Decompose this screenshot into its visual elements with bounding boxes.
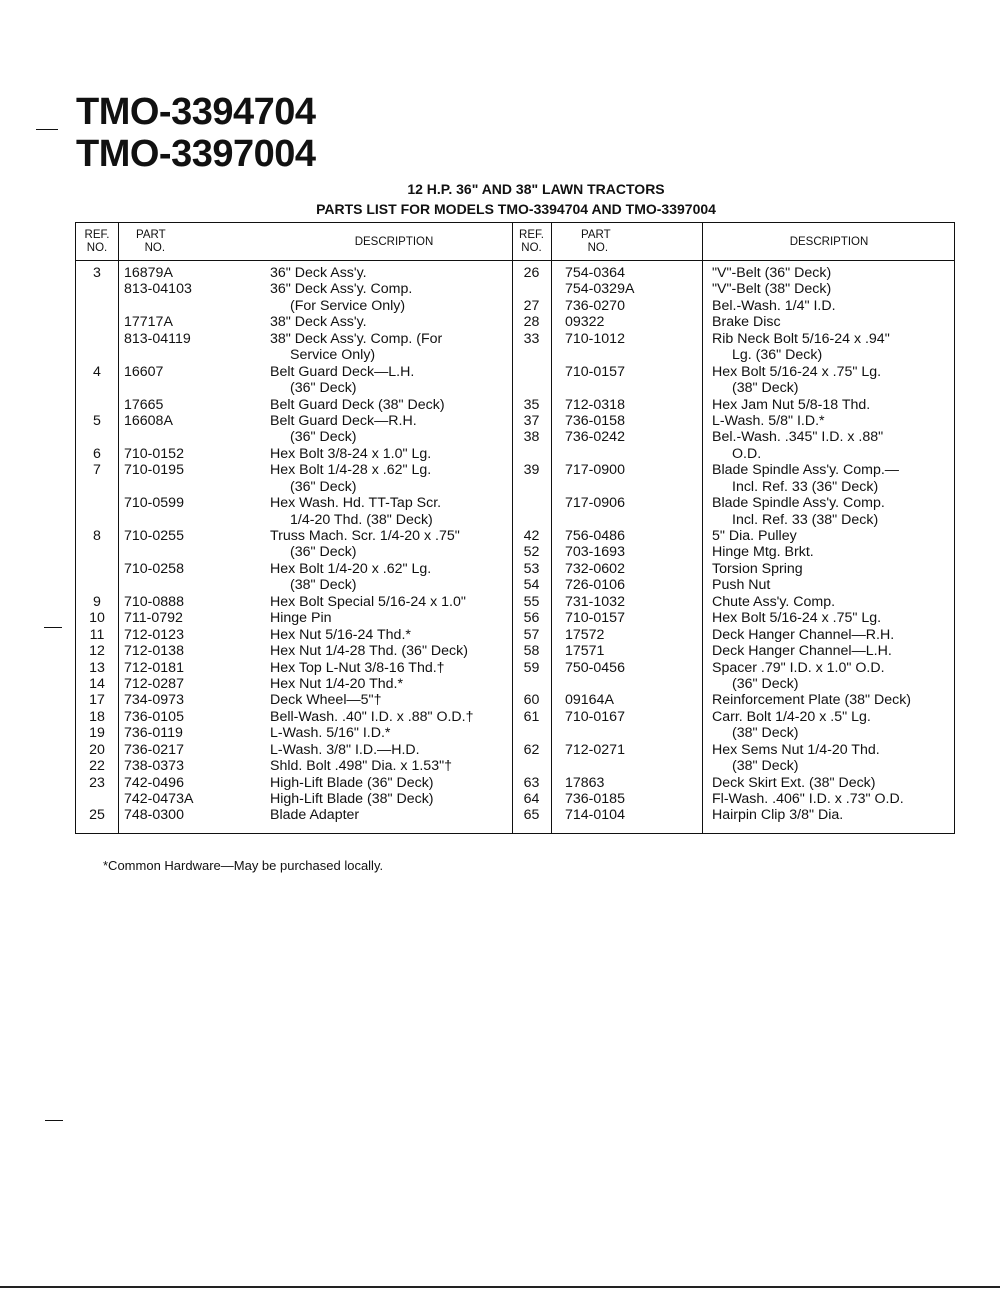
part-description: 38" Deck Ass'y. — [270, 314, 367, 331]
part-description: Torsion Spring — [712, 560, 803, 577]
header-part-left — [136, 225, 216, 259]
ref-no: 59 — [523, 659, 540, 676]
part-description: Carr. Bolt 1/4-20 x .5" Lg. — [712, 708, 871, 725]
table-row — [512, 709, 956, 725]
part-description: Deck Skirt Ext. (38" Deck) — [712, 774, 876, 791]
table-row — [512, 281, 956, 297]
table-row — [76, 462, 512, 478]
part-description: 36" Deck Ass'y. — [270, 265, 367, 281]
ref-no: 64 — [523, 791, 540, 807]
part-description: Hex Bolt 5/16-24 x .75" Lg. — [712, 610, 882, 627]
model-title-1: TMO-3394704 — [76, 91, 316, 133]
table-row — [512, 627, 956, 643]
table-row — [512, 775, 956, 791]
ref-no: 12 — [89, 643, 105, 660]
table-row — [512, 643, 956, 659]
part-description: Reinforcement Plate (38" Deck) — [712, 692, 912, 709]
part-description: (36" Deck) — [290, 544, 357, 561]
part-description: Hex Wash. Hd. TT-Tap Scr. — [270, 495, 442, 512]
part-description: Deck Wheel—5"† — [270, 692, 382, 709]
ref-no: 14 — [89, 675, 105, 692]
ref-no: 58 — [523, 643, 540, 660]
part-no: 710-1012 — [565, 330, 625, 347]
table-row — [76, 577, 512, 593]
part-description: Deck Hanger Channel—R.H. — [712, 626, 895, 643]
part-description: L-Wash. 5/16" I.D.* — [270, 725, 391, 742]
table-row — [76, 627, 512, 643]
ref-no: 8 — [93, 528, 101, 544]
table-row — [512, 429, 956, 445]
table-row — [76, 610, 512, 626]
table-row — [512, 544, 956, 560]
part-description: Hex Top L-Nut 3/8-16 Thd.† — [270, 659, 445, 676]
part-no: 742-0473A — [124, 791, 194, 807]
ref-no: 54 — [523, 577, 540, 594]
part-description: Chute Ass'y. Comp. — [712, 593, 836, 610]
part-description: O.D. — [732, 445, 762, 462]
part-no: 710-0599 — [124, 495, 184, 512]
part-description: Hinge Pin — [270, 610, 332, 627]
ref-no: 11 — [89, 626, 105, 643]
table-row — [512, 298, 956, 314]
part-no: 717-0906 — [565, 495, 625, 512]
ref-no: 5 — [93, 412, 101, 429]
ref-no: 18 — [89, 708, 105, 725]
part-description: Spacer .79" I.D. x 1.0" O.D. — [712, 659, 885, 676]
table-row — [512, 791, 956, 807]
table-row — [76, 561, 512, 577]
part-no: 738-0373 — [124, 758, 184, 775]
part-description: 36" Deck Ass'y. Comp. — [270, 281, 413, 298]
part-no: 09322 — [565, 314, 605, 331]
ref-no: 23 — [89, 774, 105, 791]
ref-no: 20 — [89, 741, 105, 758]
ref-no: 9 — [93, 593, 101, 610]
part-no: 16608A — [124, 412, 173, 429]
page-bottom-line — [0, 1286, 1000, 1288]
part-no: 17863 — [565, 774, 605, 791]
part-description: Push Nut — [712, 577, 771, 594]
part-no: 710-0157 — [565, 610, 625, 627]
ref-no: 56 — [523, 610, 540, 627]
table-row — [76, 281, 512, 297]
part-no: 717-0900 — [565, 462, 625, 479]
ref-no: 3 — [93, 265, 101, 281]
table-row — [512, 495, 956, 511]
part-description: Hinge Mtg. Brkt. — [712, 544, 814, 561]
part-description: Service Only) — [290, 347, 376, 364]
part-description: L-Wash. 5/8" I.D.* — [712, 412, 825, 429]
part-no: 732-0602 — [565, 560, 625, 577]
part-no: 16607 — [124, 363, 164, 380]
part-description: Bel.-Wash. 1/4" I.D. — [712, 297, 836, 314]
part-no: 742-0496 — [124, 774, 184, 791]
table-row — [76, 495, 512, 511]
part-no: 710-0258 — [124, 560, 184, 577]
part-no: 731-1032 — [565, 593, 625, 610]
part-no: 750-0456 — [565, 659, 625, 676]
part-description: Incl. Ref. 33 (36" Deck) — [732, 478, 879, 495]
table-row — [512, 807, 956, 823]
part-no: 736-0242 — [565, 429, 625, 446]
table-row — [512, 397, 956, 413]
table-row — [76, 347, 512, 363]
header-divider — [76, 260, 954, 261]
ref-no: 55 — [523, 593, 540, 610]
part-no: 754-0329A — [565, 281, 635, 298]
table-row — [76, 725, 512, 741]
header-description-left: DESCRIPTION — [354, 235, 434, 248]
part-no: 710-0255 — [124, 528, 184, 544]
ref-no: 38 — [523, 429, 540, 446]
ref-no: 19 — [89, 725, 105, 742]
ref-no: 33 — [523, 330, 540, 347]
ref-no: 63 — [523, 774, 540, 791]
part-description: Hex Sems Nut 1/4-20 Thd. — [712, 741, 880, 758]
part-description: Hex Bolt 1/4-20 x .62" Lg. — [270, 560, 432, 577]
ref-no: 27 — [523, 297, 540, 314]
table-row — [76, 758, 512, 774]
part-no: 736-0185 — [565, 791, 625, 807]
ref-no: 65 — [523, 807, 540, 824]
header-part-line2: NO. — [587, 242, 609, 254]
part-no: 813-04103 — [124, 281, 192, 298]
part-description: (38" Deck) — [290, 577, 357, 594]
table-row — [512, 462, 956, 478]
table-row — [76, 265, 512, 281]
header-part-right — [581, 225, 661, 259]
part-no: 736-0105 — [124, 708, 184, 725]
model-title-2: TMO-3397004 — [76, 133, 316, 175]
part-no: 710-0167 — [565, 708, 625, 725]
part-no: 712-0138 — [124, 643, 184, 660]
part-no: 754-0364 — [565, 265, 625, 281]
part-description: Hex Jam Nut 5/8-18 Thd. — [712, 396, 871, 413]
part-no: 726-0106 — [565, 577, 625, 594]
header-ref-line2: NO. — [521, 242, 542, 254]
table-row — [76, 775, 512, 791]
ref-no: 25 — [89, 807, 105, 824]
table-row — [76, 528, 512, 544]
margin-mark — [44, 627, 62, 628]
table-row — [512, 725, 956, 741]
table-row — [76, 479, 512, 495]
table-row — [512, 331, 956, 347]
part-description: "V"-Belt (36" Deck) — [712, 265, 832, 281]
table-row — [512, 692, 956, 708]
header-description-right: DESCRIPTION — [789, 235, 869, 248]
part-no: 17717A — [124, 314, 173, 331]
part-no: 734-0973 — [124, 692, 184, 709]
part-description: Blade Spindle Ass'y. Comp. — [712, 495, 885, 512]
part-description: (38" Deck) — [732, 758, 799, 775]
table-row — [76, 446, 512, 462]
part-no: 712-0318 — [565, 396, 625, 413]
table-row — [76, 544, 512, 560]
part-description: Brake Disc — [712, 314, 781, 331]
part-no: 17571 — [565, 643, 605, 660]
part-description: 5" Dia. Pulley — [712, 528, 797, 544]
parts-table — [75, 222, 955, 834]
header-part-line2: NO. — [144, 242, 166, 254]
ref-no: 53 — [523, 560, 540, 577]
table-row — [512, 561, 956, 577]
ref-no: 57 — [523, 626, 540, 643]
table-row — [76, 807, 512, 823]
part-description: Shld. Bolt .498" Dia. x 1.53"† — [270, 758, 453, 775]
header-part-line1: PART — [581, 229, 611, 241]
table-row — [512, 479, 956, 495]
part-no: 736-0217 — [124, 741, 184, 758]
table-row — [76, 791, 512, 807]
table-row — [512, 742, 956, 758]
left-parts-list — [76, 265, 512, 824]
ref-no: 6 — [93, 445, 101, 462]
part-no: 17572 — [565, 626, 605, 643]
part-description: Hex Nut 5/16-24 Thd.* — [270, 626, 411, 643]
part-no: 736-0158 — [565, 412, 625, 429]
table-row — [512, 512, 956, 528]
table-row — [76, 512, 512, 528]
part-description: Bel.-Wash. .345" I.D. x .88" — [712, 429, 884, 446]
part-description: Hex Bolt 3/8-24 x 1.0" Lg. — [270, 445, 432, 462]
ref-no: 13 — [89, 659, 105, 676]
part-description: Truss Mach. Scr. 1/4-20 x .75" — [270, 528, 460, 544]
part-description: (36" Deck) — [290, 380, 357, 397]
ref-no: 28 — [523, 314, 540, 331]
table-row — [76, 742, 512, 758]
part-description: (For Service Only) — [290, 297, 406, 314]
header-ref-line2: NO. — [86, 242, 108, 254]
part-description: High-Lift Blade (38" Deck) — [270, 791, 434, 807]
part-no: 712-0271 — [565, 741, 625, 758]
part-no: 748-0300 — [124, 807, 184, 824]
margin-mark — [45, 1120, 63, 1121]
part-no: 17665 — [124, 396, 164, 413]
table-row — [76, 380, 512, 396]
part-no: 714-0104 — [565, 807, 625, 824]
part-no: 756-0486 — [565, 528, 625, 544]
part-no: 813-04119 — [124, 330, 191, 347]
ref-no: 22 — [89, 758, 105, 775]
part-description: 38" Deck Ass'y. Comp. (For — [270, 330, 443, 347]
ref-no: 10 — [89, 610, 105, 627]
part-no: 09164A — [565, 692, 614, 709]
part-no: 703-1693 — [565, 544, 625, 561]
part-no: 736-0270 — [565, 297, 625, 314]
table-row — [512, 528, 956, 544]
table-row — [76, 314, 512, 330]
part-description: Hex Bolt 5/16-24 x .75" Lg. — [712, 363, 882, 380]
ref-no: 7 — [93, 462, 101, 479]
part-no: 710-0152 — [124, 445, 184, 462]
header-ref-line1: REF. — [519, 229, 544, 241]
table-row — [76, 643, 512, 659]
table-row — [512, 364, 956, 380]
header-ref-right — [512, 225, 551, 259]
table-row — [76, 364, 512, 380]
ref-no: 17 — [89, 692, 105, 709]
subtitle-parts-list: PARTS LIST FOR MODELS TMO-3394704 AND TMO-3397004 — [316, 201, 716, 217]
right-parts-list — [512, 265, 956, 824]
table-row — [512, 594, 956, 610]
part-description: Blade Spindle Ass'y. Comp.— — [712, 462, 899, 479]
part-no: 710-0195 — [124, 462, 184, 479]
part-description: Hex Bolt Special 5/16-24 x 1.0" — [270, 593, 466, 610]
part-description: (36" Deck) — [290, 478, 357, 495]
part-description: Belt Guard Deck—L.H. — [270, 363, 415, 380]
table-row — [76, 692, 512, 708]
part-description: Hex Nut 1/4-28 Thd. (36" Deck) — [270, 643, 468, 660]
part-description: (36" Deck) — [732, 675, 799, 692]
table-row — [76, 397, 512, 413]
part-description: Belt Guard Deck—R.H. — [270, 412, 417, 429]
table-row — [76, 660, 512, 676]
table-row — [512, 347, 956, 363]
part-description: Rib Neck Bolt 5/16-24 x .94" — [712, 330, 890, 347]
ref-no: 60 — [523, 692, 540, 709]
part-no: 712-0287 — [124, 675, 184, 692]
part-description: (38" Deck) — [732, 725, 799, 742]
part-description: High-Lift Blade (36" Deck) — [270, 774, 434, 791]
header-ref-line1: REF. — [84, 229, 110, 241]
footnote: *Common Hardware—May be purchased locally. — [103, 858, 384, 873]
ref-no: 52 — [523, 544, 540, 561]
ref-no: 39 — [523, 462, 540, 479]
part-no: 710-0888 — [124, 593, 184, 610]
ref-no: 26 — [523, 265, 540, 281]
ref-no: 35 — [523, 396, 540, 413]
part-no: 736-0119 — [124, 725, 183, 742]
part-description: Bell-Wash. .40" I.D. x .88" O.D.† — [270, 708, 474, 725]
ref-no: 42 — [523, 528, 540, 544]
part-description: (38" Deck) — [732, 380, 799, 397]
part-description: Blade Adapter — [270, 807, 360, 824]
header-part-line1: PART — [136, 229, 166, 241]
table-row — [76, 298, 512, 314]
part-description: (36" Deck) — [290, 429, 357, 446]
table-row — [512, 758, 956, 774]
part-description: Hex Bolt 1/4-28 x .62" Lg. — [270, 462, 432, 479]
table-row — [512, 314, 956, 330]
table-row — [76, 594, 512, 610]
table-row — [512, 577, 956, 593]
part-no: 712-0181 — [124, 659, 184, 676]
part-description: Lg. (36" Deck) — [732, 347, 823, 364]
part-description: Incl. Ref. 33 (38" Deck) — [732, 511, 879, 528]
ref-no: 4 — [93, 363, 101, 380]
table-row — [76, 676, 512, 692]
part-no: 711-0792 — [124, 610, 183, 627]
part-description: Deck Hanger Channel—L.H. — [712, 643, 892, 660]
table-row — [76, 709, 512, 725]
table-row — [76, 331, 512, 347]
table-row — [512, 265, 956, 281]
part-no: 16879A — [124, 265, 173, 281]
part-description: L-Wash. 3/8" I.D.—H.D. — [270, 741, 420, 758]
ref-no: 37 — [523, 412, 540, 429]
table-row — [512, 660, 956, 676]
part-description: Hex Nut 1/4-20 Thd.* — [270, 675, 404, 692]
table-row — [76, 429, 512, 445]
table-row — [76, 413, 512, 429]
part-description: Belt Guard Deck (38" Deck) — [270, 396, 445, 413]
table-row — [512, 610, 956, 626]
part-no: 710-0157 — [565, 363, 625, 380]
ref-no: 61 — [523, 708, 540, 725]
part-description: Hairpin Clip 3/8" Dia. — [712, 807, 844, 824]
table-row — [512, 446, 956, 462]
table-row — [512, 413, 956, 429]
table-row — [512, 676, 956, 692]
part-description: Fl-Wash. .406" I.D. x .73" O.D. — [712, 791, 904, 807]
subtitle-tractors: 12 H.P. 36" AND 38" LAWN TRACTORS — [407, 181, 665, 197]
part-description: 1/4-20 Thd. (38" Deck) — [290, 511, 433, 528]
header-ref-left — [76, 225, 118, 259]
ref-no: 62 — [523, 741, 540, 758]
part-description: "V"-Belt (38" Deck) — [712, 281, 832, 298]
margin-mark — [36, 129, 58, 130]
part-no: 712-0123 — [124, 626, 184, 643]
table-row — [512, 380, 956, 396]
